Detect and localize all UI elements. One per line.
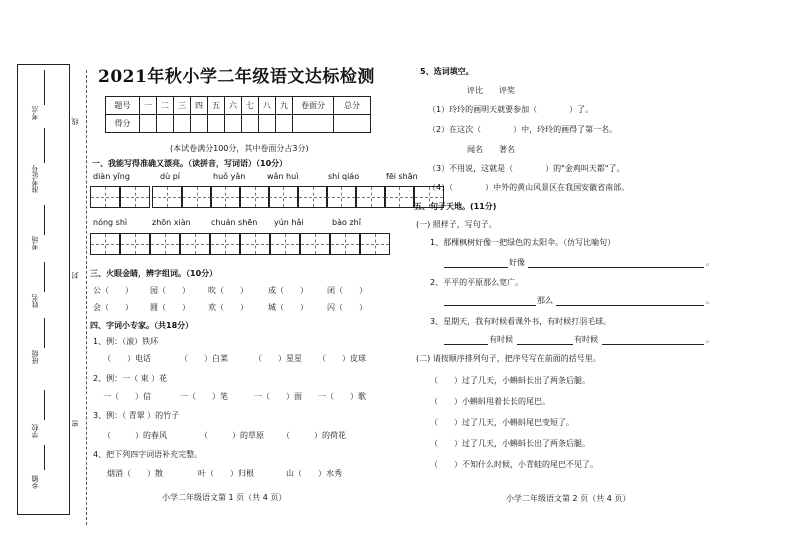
score-cell[interactable] — [208, 115, 225, 133]
section1-heading: 一、我能写得准确又漂亮。（读拼音，写词语）（10分） — [92, 159, 288, 168]
tianzige-cell[interactable] — [268, 186, 298, 208]
question-text: 4、把下列四字词语补充完整。 — [93, 450, 203, 459]
tianzige-cell[interactable] — [210, 233, 240, 255]
binding-dashed-line — [86, 70, 87, 525]
period: 。 — [706, 258, 714, 267]
tianzige-cell[interactable] — [356, 186, 386, 208]
score-cell[interactable] — [225, 115, 242, 133]
score-cell[interactable] — [259, 115, 276, 133]
fill-line-kaodian — [44, 70, 45, 105]
score-cell[interactable] — [191, 115, 208, 133]
footer-page-2: 小学二年级语文第 2 页（共 4 页） — [506, 494, 631, 503]
tianzige-pair[interactable] — [270, 233, 330, 255]
word-item: （ ）的春风 — [103, 431, 167, 440]
footer-page-1: 小学二年级语文第 1 页（共 4 页） — [162, 493, 287, 502]
label-xuexiao: 学校 — [31, 424, 39, 438]
tianzige-pair[interactable] — [326, 186, 386, 208]
pinyin-label: dù pí — [160, 172, 180, 181]
tianzige-cell[interactable] — [240, 186, 270, 208]
section5-heading: 5、选词填空。 — [420, 67, 474, 76]
tianzige-pair[interactable] — [268, 186, 328, 208]
period: 。 — [706, 335, 714, 344]
tianzige-cell[interactable] — [270, 233, 300, 255]
answer-line[interactable] — [556, 305, 704, 306]
word-item: 烟消（ ）散 — [107, 469, 163, 478]
pinyin-label: wǎn huì — [267, 172, 299, 181]
label-kaochang: 考场 — [31, 236, 39, 250]
tianzige-cell[interactable] — [180, 233, 210, 255]
word-item: 一（ ）面 — [254, 392, 302, 401]
word-item: 一（ ）歌 — [318, 392, 366, 401]
score-cell[interactable] — [140, 115, 157, 133]
label-xingming: 姓名 — [31, 294, 39, 308]
score-note: (本试卷满分100分，其中卷面分占3分) — [170, 144, 309, 153]
word-item: （ ）皮球 — [318, 354, 366, 363]
order-item: （ ）小蝌蚪甩着长长的尾巴。 — [430, 397, 550, 406]
tianzige-cell[interactable] — [90, 233, 120, 255]
score-table-score-row — [106, 115, 371, 133]
score-header-cell: 八 — [259, 97, 276, 115]
answer-keyword: 那么 — [537, 296, 553, 305]
tianzige-cell[interactable] — [298, 186, 328, 208]
answer-keyword: 有时候 — [489, 335, 513, 344]
question-text: 3、星期天，我有时候看课外书，有时候打羽毛球。 — [430, 317, 612, 326]
word-item: 圆（ ） — [150, 303, 190, 312]
score-table-header-row — [106, 97, 371, 115]
answer-line[interactable] — [517, 344, 573, 345]
order-item: （ ）不知什么时候，小青蛙的尾巴不见了。 — [430, 460, 598, 469]
word-item: （ ）白菜 — [180, 354, 228, 363]
page-title: 2021年秋小学二年级语文达标检测 — [98, 67, 375, 87]
word-item: 公（ ） — [93, 286, 133, 295]
pinyin-label: shí qiáo — [328, 172, 360, 181]
fill-line-xiangzhen — [44, 445, 45, 470]
word-item: 欢（ ） — [208, 303, 248, 312]
section3-heading: 三、火眼金睛，辨字组词。（10分） — [90, 269, 218, 278]
score-header-cell: 九 — [276, 97, 293, 115]
answer-keyword: 有时候 — [574, 335, 598, 344]
tianzige-cell[interactable] — [240, 233, 270, 255]
score-header-cell: 五 — [208, 97, 225, 115]
word-item: 闭（ ） — [327, 286, 367, 295]
question-text: 1、那棵枫树好像一把绿色的太阳伞。（仿写比喻句） — [430, 238, 616, 247]
score-header-cell: 卷面分 — [293, 97, 334, 115]
question-text: （4）（ ）中外的黄山风景区在我国安徽省南部。 — [428, 183, 630, 192]
word-item: 城（ ） — [268, 303, 308, 312]
tianzige-cell[interactable] — [300, 233, 330, 255]
tianzige-cell[interactable] — [210, 186, 240, 208]
score-header-cell: 总分 — [334, 97, 371, 115]
tianzige-cell[interactable] — [326, 186, 356, 208]
answer-line[interactable] — [444, 305, 536, 306]
period: 。 — [706, 296, 714, 305]
tianzige-cell[interactable] — [360, 233, 390, 255]
fill-line-kaochang — [44, 205, 45, 235]
pinyin-label: huǒ yǎn — [213, 172, 246, 181]
tianzige-cell[interactable] — [150, 233, 180, 255]
tianzige-cell[interactable] — [120, 186, 150, 208]
score-header-cell: 六 — [225, 97, 242, 115]
tianzige-cell[interactable] — [152, 186, 182, 208]
pinyin-label: diàn yǐng — [93, 172, 130, 181]
word-item: （ ）的荷花 — [282, 431, 346, 440]
question-text: （2）在这次（ ）中，玲玲的画得了第一名。 — [428, 125, 618, 134]
word-item: （ ）电话 — [103, 354, 151, 363]
score-cell[interactable] — [334, 115, 371, 133]
word-item: （ ）的草原 — [200, 431, 264, 440]
pinyin-label: bào zhǐ — [332, 218, 361, 227]
word-item: 一（ ）笔 — [180, 392, 228, 401]
tianzige-pair[interactable] — [90, 186, 150, 208]
answer-keyword: 好像 — [509, 258, 525, 267]
score-header-cell: 题号 — [106, 97, 140, 115]
answer-line[interactable] — [602, 344, 704, 345]
score-header-cell: 一 — [140, 97, 157, 115]
pinyin-label: zhōn xiàn — [152, 218, 191, 227]
question-text: 3、例：（ 青翠 ）的竹子 — [93, 411, 180, 420]
fill-line-zhunkaozheng — [44, 128, 45, 163]
tianzige-cell[interactable] — [330, 233, 360, 255]
subsection-heading: (一) 照样子，写句子。 — [416, 220, 497, 229]
score-header-cell: 七 — [242, 97, 259, 115]
order-item: （ ）过了几天，小蝌蚪尾巴变短了。 — [430, 418, 574, 427]
answer-line[interactable] — [444, 344, 488, 345]
tianzige-cell[interactable] — [120, 233, 150, 255]
word-item: 会（ ） — [93, 303, 133, 312]
pinyin-label: yún hǎi — [274, 218, 304, 227]
answer-line[interactable] — [528, 267, 704, 268]
tianzige-pair[interactable] — [152, 186, 212, 208]
question-text: 1、例：（滚）铁环 — [93, 337, 159, 346]
word-item: （ ）星星 — [254, 354, 302, 363]
part5-heading: 五、句子天地。(11分) — [414, 202, 497, 211]
subsection-heading: (二) 请按顺序排列句子，把序号写在前面的括号里。 — [416, 354, 601, 363]
fill-line-xingming — [44, 262, 45, 292]
pinyin-label: fēi shān — [386, 172, 418, 181]
section4-heading: 四、字词小专家。（共18分） — [90, 321, 194, 330]
word-item: 叶（ ）归根 — [198, 469, 254, 478]
word-item: 一（ ）信 — [103, 392, 151, 401]
order-item: （ ）过了几天，小蝌蚪长出了两条后腿。 — [430, 376, 590, 385]
word-choices: 闻名 著名 — [467, 145, 515, 154]
score-row-label: 得分 — [106, 115, 140, 133]
pinyin-label: chuán shēn — [211, 218, 258, 227]
word-item: 吹（ ） — [208, 286, 248, 295]
fill-line-xuexiao — [44, 390, 45, 420]
label-mi: 密 — [71, 420, 79, 427]
tianzige-cell[interactable] — [90, 186, 120, 208]
tianzige-pair[interactable] — [90, 233, 150, 255]
tianzige-cell[interactable] — [182, 186, 212, 208]
fill-line-banji — [44, 318, 45, 348]
score-header-cell: 四 — [191, 97, 208, 115]
word-item: 闪（ ） — [327, 303, 367, 312]
word-item: 成（ ） — [268, 286, 308, 295]
question-text: （3）不用说，这就是（ ）的"金鸡叫天都"了。 — [428, 164, 625, 173]
tianzige-pair[interactable] — [210, 233, 270, 255]
question-text: 2、例：一（ 束 ）花 — [93, 374, 168, 383]
question-text: （1）玲玲的画明天就要参加（ ）了。 — [428, 105, 594, 114]
score-header-cell: 二 — [157, 97, 174, 115]
tianzige-pair[interactable] — [330, 233, 390, 255]
label-xian: 线 — [71, 118, 79, 125]
word-item: 园（ ） — [150, 286, 190, 295]
tianzige-pair[interactable] — [210, 186, 270, 208]
score-cell[interactable] — [174, 115, 191, 133]
label-feng: 封 — [71, 272, 79, 279]
tianzige-pair[interactable] — [150, 233, 210, 255]
score-cell[interactable] — [157, 115, 174, 133]
score-cell[interactable] — [293, 115, 334, 133]
pinyin-label: nóng shì — [93, 218, 128, 227]
score-cell[interactable] — [276, 115, 293, 133]
order-item: （ ）过了几天，小蝌蚪长出了两条后腿。 — [430, 439, 590, 448]
word-item: 山（ ）水秀 — [286, 469, 342, 478]
label-zhunkaozheng: 准考证号 — [31, 165, 39, 193]
answer-line[interactable] — [444, 267, 508, 268]
score-cell[interactable] — [242, 115, 259, 133]
score-header-cell: 三 — [174, 97, 191, 115]
word-choices: 评比 评奖 — [467, 86, 515, 95]
score-table — [105, 96, 371, 133]
tianzige-cell[interactable] — [384, 186, 414, 208]
label-kaodian: 考点 — [31, 106, 39, 120]
question-text: 2、平平的平原那么宽广。 — [430, 278, 524, 287]
label-xiangzhen: 乡镇 — [31, 475, 39, 489]
label-banji: 班级 — [31, 350, 39, 364]
